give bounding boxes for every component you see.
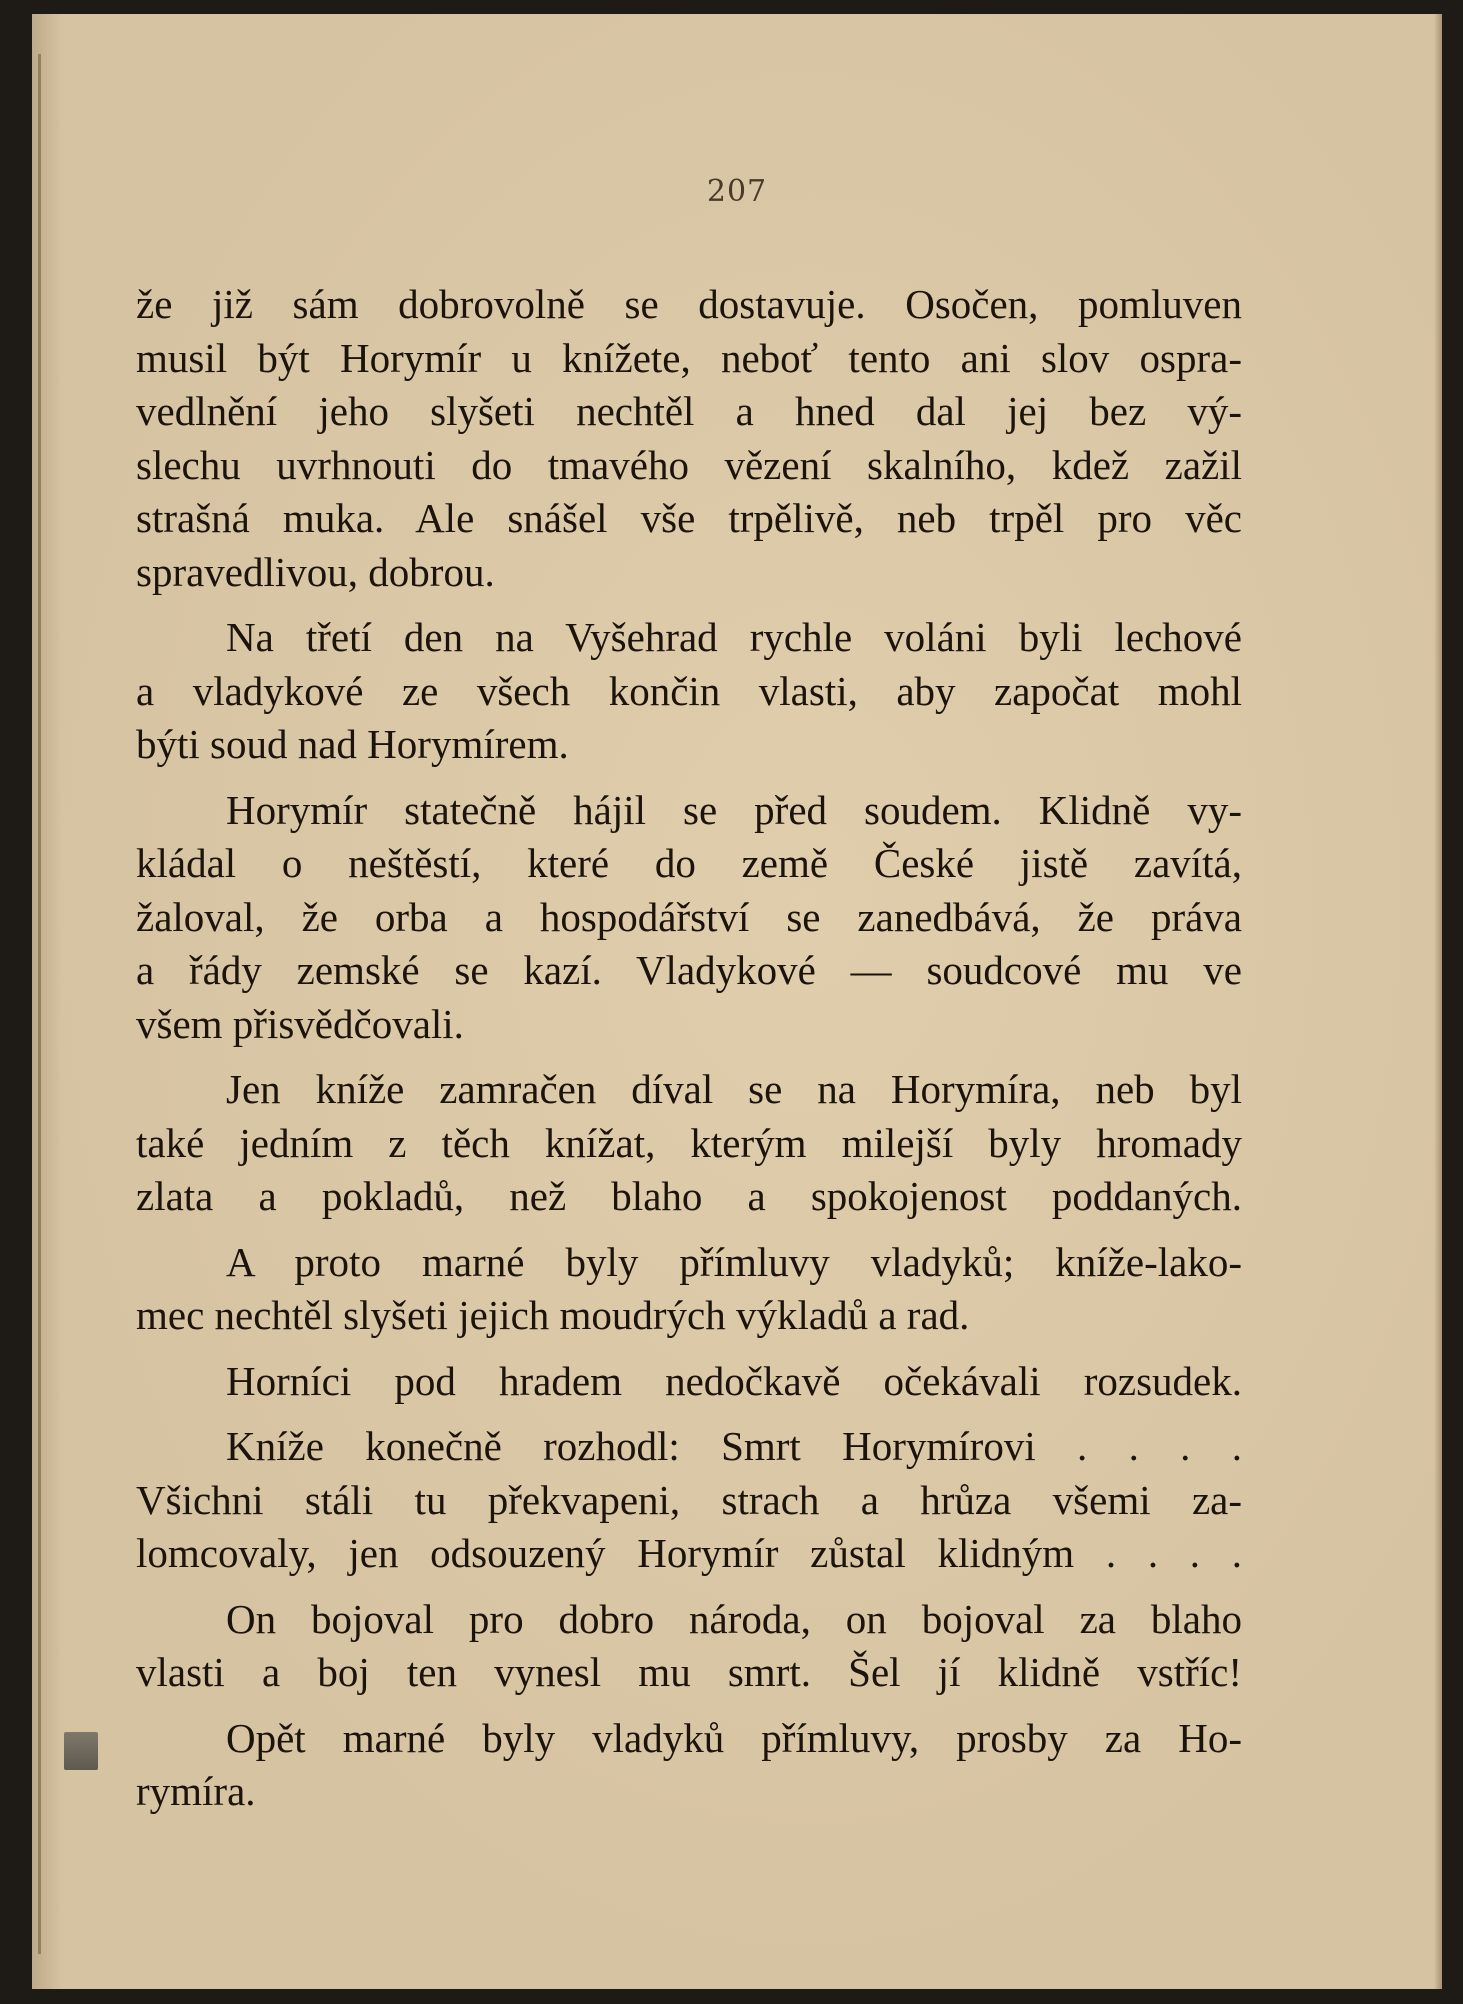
paragraph xyxy=(136,1236,1242,1343)
text-line: žaloval, že orba a hospodářství se zanedbává, že práva xyxy=(136,893,1242,940)
text-line: vedlnění jeho slyšeti nechtěl a hned dal jej bez vý- xyxy=(136,388,1242,434)
library-stamp-mark xyxy=(64,1732,98,1770)
page-right-edge xyxy=(1434,14,1442,1989)
paragraph xyxy=(136,1063,1242,1224)
text-line: mec nechtěl slyšeti jejich moudrých výkladů a rad. xyxy=(136,1292,970,1338)
text-line: spravedlivou, dobrou. xyxy=(136,548,495,595)
paragraph xyxy=(136,278,1242,599)
paragraph xyxy=(136,1420,1242,1581)
book-page xyxy=(32,14,1442,1989)
text-line: Všichni stáli tu překvapeni, strach a hrůza všemi za- xyxy=(136,1476,1242,1523)
paragraph xyxy=(136,784,1242,1052)
text-line: slechu uvrhnouti do tmavého vězení skalního, kdež zažil xyxy=(136,441,1242,488)
text-line: vlasti a boj ten vynesl mu smrt. Šel jí klidně vstříc! xyxy=(136,1649,1242,1695)
paragraph xyxy=(136,1355,1242,1409)
text-line: také jedním z těch knížat, kterým milejší byly hromady xyxy=(136,1119,1242,1166)
page-gutter-edge xyxy=(38,54,41,1954)
text-line: rymíra. xyxy=(136,1768,256,1814)
text-line: býti soud nad Horymírem. xyxy=(136,721,569,767)
text-line: že již sám dobrovolně se dostavuje. Osočen, pomluven xyxy=(136,281,1242,327)
text-line: strašná muka. Ale snášel vše trpělivě, neb trpěl pro věc xyxy=(136,495,1242,541)
text-line: Horníci pod hradem nedočkavě očekávali rozsudek. xyxy=(226,1357,1242,1404)
page-number: 207 xyxy=(706,174,768,209)
text-line: Opět marné byly vladyků přímluvy, prosby za Ho- xyxy=(226,1714,1242,1761)
paragraph xyxy=(136,1593,1242,1700)
text-line: lomcovaly, jen odsouzený Horymír zůstal klidným . . . . xyxy=(136,1530,1242,1576)
text-line: musil být Horymír u knížete, neboť tento ani slov ospra- xyxy=(136,334,1242,381)
text-line: kládal o neštěstí, které do země České jistě zavítá, xyxy=(136,840,1242,886)
text-line: On bojoval pro dobro národa, on bojoval za blaho xyxy=(226,1595,1242,1642)
text-line: a vladykové ze všech končin vlasti, aby započat mohl xyxy=(136,667,1242,714)
text-line: Kníže konečně rozhodl: Smrt Horymírovi . . . . xyxy=(226,1423,1242,1469)
text-line: Jen kníže zamračen díval se na Horymíra, neb byl xyxy=(226,1066,1242,1112)
paragraph xyxy=(136,1712,1242,1819)
body-text xyxy=(136,278,1242,1831)
text-line: zlata a pokladů, než blaho a spokojenost poddaných. xyxy=(136,1173,1242,1219)
paragraph xyxy=(136,611,1242,772)
text-line: Na třetí den na Vyšehrad rychle voláni byli lechové xyxy=(226,614,1242,660)
text-line: všem přisvědčovali. xyxy=(136,1000,464,1047)
text-line: a řády zemské se kazí. Vladykové — soudcové mu ve xyxy=(136,947,1242,993)
text-line: A proto marné byly přímluvy vladyků; kníže-lako- xyxy=(226,1238,1242,1285)
text-line: Horymír statečně hájil se před soudem. Klidně vy- xyxy=(226,786,1242,833)
